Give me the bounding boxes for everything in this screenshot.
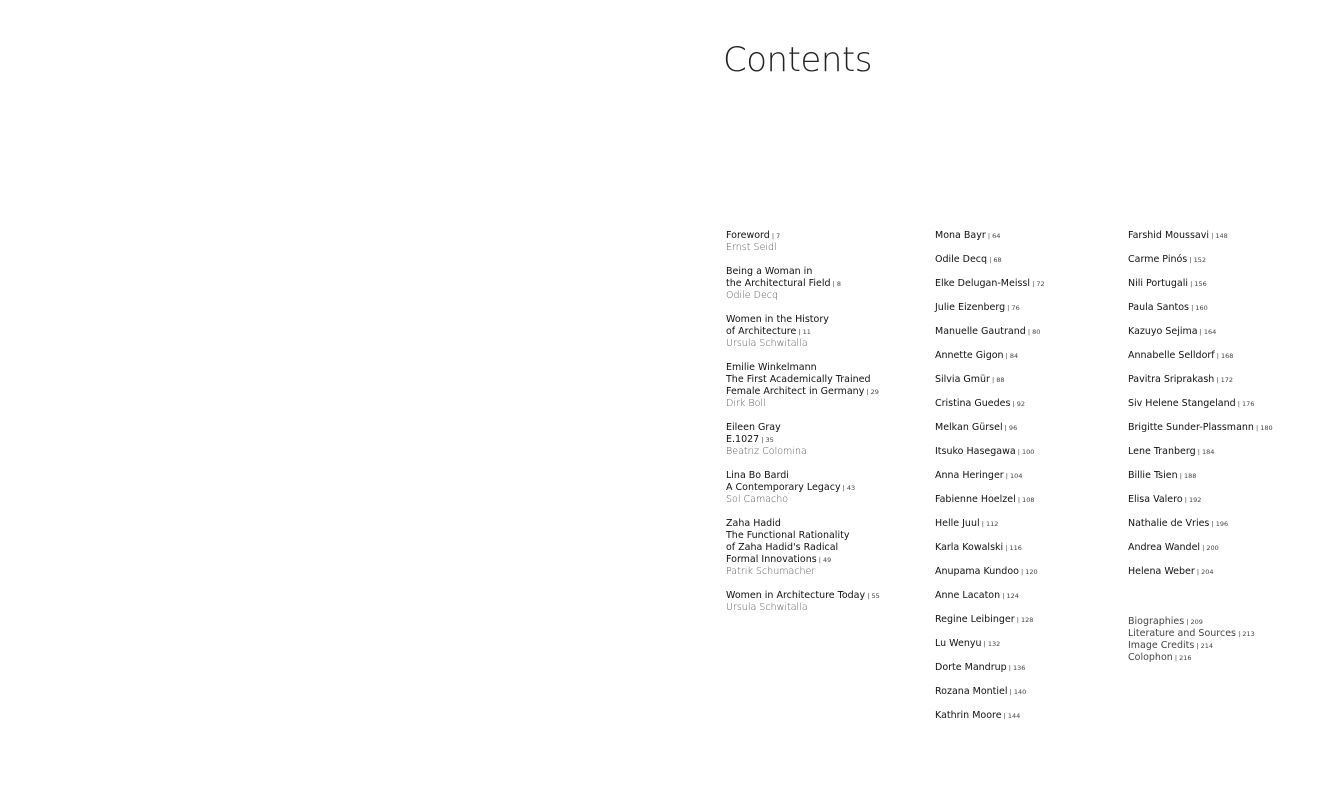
entry-author: Odile Decq xyxy=(726,290,779,301)
architect-name: Annette Gigon xyxy=(935,350,1004,361)
architect-entry[interactable] xyxy=(1128,254,1328,266)
entry-title: Eileen Gray xyxy=(726,422,781,433)
architect-name: Karla Kowalski xyxy=(935,542,1004,553)
architect-name: Nathalie de Vries xyxy=(1128,518,1210,529)
page-title: Contents xyxy=(723,40,872,80)
architect-entry[interactable] xyxy=(935,350,1115,362)
page-number: | 124 xyxy=(1000,592,1019,600)
entry-author: Patrik Schumacher xyxy=(726,566,816,577)
architect-entry[interactable] xyxy=(935,638,1115,650)
entry-title: Foreword xyxy=(726,230,770,241)
entry-title-line xyxy=(726,530,926,542)
entry-title-line xyxy=(726,422,926,434)
architect-name: Fabienne Hoelzel xyxy=(935,494,1016,505)
entry-title-line xyxy=(726,554,926,566)
architect-name: Billie Tsien xyxy=(1128,470,1178,481)
toc-entry[interactable] xyxy=(726,230,926,254)
architect-entry[interactable] xyxy=(935,518,1115,530)
page-number: | 214 xyxy=(1194,642,1214,650)
toc-entry[interactable] xyxy=(726,470,926,506)
architect-name: Melkan Gürsel xyxy=(935,422,1003,433)
architects-column-2 xyxy=(1128,230,1328,590)
page-number: | 180 xyxy=(1253,424,1273,432)
entry-author: Ursula Schwitalla xyxy=(726,338,808,349)
page-number: | 49 xyxy=(816,556,832,564)
page-number: | 152 xyxy=(1187,256,1206,264)
architect-name: Lene Tranberg xyxy=(1128,446,1196,457)
entry-title: Emilie Winkelmann xyxy=(726,362,817,373)
architect-name: Andrea Wandel xyxy=(1128,542,1201,553)
architect-entry[interactable] xyxy=(935,446,1115,458)
architect-entry[interactable] xyxy=(935,470,1115,482)
page-number: | 164 xyxy=(1197,328,1217,336)
page-number: | 116 xyxy=(1003,544,1022,552)
page-number: | 200 xyxy=(1200,544,1219,552)
architect-entry[interactable] xyxy=(1128,566,1328,578)
architect-name: Anne Lacaton xyxy=(935,590,1001,601)
back-matter-entry[interactable] xyxy=(1128,628,1255,640)
page-number: | 84 xyxy=(1003,352,1019,360)
architect-name: Mona Bayr xyxy=(935,230,986,241)
architect-name: Dorte Mandrup xyxy=(935,662,1007,673)
entry-title: Lina Bo Bardi xyxy=(726,470,789,481)
entry-title: of Architecture xyxy=(726,326,797,337)
entry-title: Being a Woman in xyxy=(726,266,813,277)
page-number: | 64 xyxy=(985,232,1001,240)
page-number: | 213 xyxy=(1236,630,1255,638)
entry-title-line xyxy=(726,542,926,554)
architect-entry[interactable] xyxy=(1128,230,1328,242)
architect-name: Lu Wenyu xyxy=(935,638,982,649)
architect-entry[interactable] xyxy=(1128,422,1328,434)
page-number: | 11 xyxy=(796,328,811,336)
toc-entry[interactable] xyxy=(726,518,926,578)
entry-title-line xyxy=(726,278,926,290)
architect-name: Siv Helene Stangeland xyxy=(1128,398,1236,409)
entry-title: Female Architect in Germany xyxy=(726,386,865,397)
architect-entry[interactable] xyxy=(935,230,1115,242)
entry-author: Sol Camacho xyxy=(726,494,789,505)
page-number: | 132 xyxy=(981,640,1001,648)
entry-title-line xyxy=(726,362,926,374)
toc-entry[interactable] xyxy=(726,362,926,410)
architect-entry[interactable] xyxy=(935,302,1115,314)
architect-entry[interactable] xyxy=(935,398,1115,410)
page-number: | 55 xyxy=(865,592,880,600)
entry-title-line xyxy=(726,590,926,602)
page-number: | 196 xyxy=(1209,520,1229,528)
architect-name: Kathrin Moore xyxy=(935,710,1002,721)
architect-entry[interactable] xyxy=(935,422,1115,434)
architect-name: Rozana Montiel xyxy=(935,686,1008,697)
page-number: | 76 xyxy=(1005,304,1020,312)
entry-title: Women in Architecture Today xyxy=(726,590,866,601)
architect-entry[interactable] xyxy=(935,278,1115,290)
architect-entry[interactable] xyxy=(1128,518,1328,530)
page-number: | 128 xyxy=(1014,616,1034,624)
toc-entry[interactable] xyxy=(726,266,926,302)
architect-entry[interactable] xyxy=(1128,494,1328,506)
entry-title-line xyxy=(726,374,926,386)
page-number: | 204 xyxy=(1194,568,1214,576)
entry-title-line xyxy=(726,314,926,326)
architect-entry[interactable] xyxy=(1128,326,1328,338)
page-number: | 72 xyxy=(1030,280,1045,288)
architect-entry[interactable] xyxy=(935,374,1115,386)
back-matter-title: Biographies xyxy=(1128,616,1185,627)
architect-name: Annabelle Selldorf xyxy=(1128,350,1215,361)
architect-name: Paula Santos xyxy=(1128,302,1189,313)
architect-entry[interactable] xyxy=(935,494,1115,506)
architect-name: Elisa Valero xyxy=(1128,494,1183,505)
page-number: | 100 xyxy=(1015,448,1035,456)
architect-entry[interactable] xyxy=(935,254,1115,266)
entry-title-line xyxy=(726,434,926,446)
entry-title: E.1027 xyxy=(726,434,760,445)
architect-name: Pavitra Sriprakash xyxy=(1128,374,1215,385)
page-number: | 35 xyxy=(759,436,774,444)
page-number: | 144 xyxy=(1001,712,1021,720)
page-number: | 80 xyxy=(1025,328,1041,336)
entry-title: of Zaha Hadid's Radical xyxy=(726,542,839,553)
essays-column xyxy=(726,230,926,626)
architect-entry[interactable] xyxy=(935,542,1115,554)
page-number: | 108 xyxy=(1015,496,1035,504)
entry-title: Zaha Hadid xyxy=(726,518,781,529)
architect-name: Cristina Guedes xyxy=(935,398,1011,409)
back-matter-title: Literature and Sources xyxy=(1128,628,1237,639)
page-number: | 140 xyxy=(1007,688,1027,696)
back-matter-list xyxy=(1128,616,1255,664)
page-number: | 148 xyxy=(1209,232,1228,240)
page-number: | 176 xyxy=(1235,400,1255,408)
architect-entry[interactable] xyxy=(1128,398,1328,410)
back-matter-entry[interactable] xyxy=(1128,616,1255,628)
architect-name: Farshid Moussavi xyxy=(1128,230,1209,241)
entry-title: the Architectural Field xyxy=(726,278,831,289)
page-number: | 168 xyxy=(1214,352,1234,360)
architect-entry[interactable] xyxy=(935,710,1115,722)
page-number: | 192 xyxy=(1182,496,1202,504)
toc-entry[interactable] xyxy=(726,422,926,458)
architect-name: Julie Eizenberg xyxy=(935,302,1006,313)
architect-name: Silvia Gmür xyxy=(935,374,990,385)
architect-name: Helle Juul xyxy=(935,518,980,529)
architect-name: Regine Leibinger xyxy=(935,614,1015,625)
page-number: | 156 xyxy=(1188,280,1207,288)
back-matter-entry[interactable] xyxy=(1128,652,1255,664)
page-number: | 160 xyxy=(1189,304,1208,312)
back-matter-title: Image Credits xyxy=(1128,640,1195,651)
architect-entry[interactable] xyxy=(1128,302,1328,314)
entry-title-line xyxy=(726,326,926,338)
architect-name: Brigitte Sunder-Plassmann xyxy=(1128,422,1254,433)
toc-entry[interactable] xyxy=(726,590,926,614)
architect-name: Odile Decq xyxy=(935,254,988,265)
page-number: | 43 xyxy=(840,484,856,492)
entry-title-line xyxy=(726,266,926,278)
architect-name: Nili Portugali xyxy=(1128,278,1189,289)
architect-name: Kazuyo Sejima xyxy=(1128,326,1198,337)
architect-name: Elke Delugan-Meissl xyxy=(935,278,1031,289)
page-number: | 104 xyxy=(1003,472,1023,480)
page-number: | 68 xyxy=(987,256,1002,264)
architect-entry[interactable] xyxy=(1128,350,1328,362)
back-matter-entry[interactable] xyxy=(1128,640,1255,652)
page-number: | 172 xyxy=(1214,376,1234,384)
entry-author: Ursula Schwitalla xyxy=(726,602,808,613)
entry-title: Women in the History xyxy=(726,314,829,325)
page-number: | 209 xyxy=(1184,618,1203,626)
entry-author: Beatriz Colomina xyxy=(726,446,807,457)
architect-name: Anna Heringer xyxy=(935,470,1004,481)
back-matter-title: Colophon xyxy=(1128,652,1173,663)
entry-title: Formal Innovations xyxy=(726,554,817,565)
architect-entry[interactable] xyxy=(1128,278,1328,290)
entry-title: The First Academically Trained xyxy=(726,374,871,385)
entry-title-line xyxy=(726,386,926,398)
architect-entry[interactable] xyxy=(935,590,1115,602)
page-number: | 88 xyxy=(989,376,1005,384)
architect-entry[interactable] xyxy=(1128,446,1328,458)
architect-name: Helena Weber xyxy=(1128,566,1195,577)
page-number: | 184 xyxy=(1195,448,1215,456)
architect-entry[interactable] xyxy=(935,662,1115,674)
toc-entry[interactable] xyxy=(726,314,926,350)
page-number: | 96 xyxy=(1002,424,1018,432)
architect-name: Carme Pinós xyxy=(1128,254,1188,265)
architects-column-1 xyxy=(935,230,1115,734)
entry-title: A Contemporary Legacy xyxy=(726,482,841,493)
page-number: | 216 xyxy=(1172,654,1192,662)
page-number: | 136 xyxy=(1006,664,1026,672)
architect-entry[interactable] xyxy=(935,326,1115,338)
architect-entry[interactable] xyxy=(1128,374,1328,386)
entry-title-line xyxy=(726,518,926,530)
architect-entry[interactable] xyxy=(1128,470,1328,482)
entry-title: The Functional Rationality xyxy=(726,530,850,541)
entry-title-line xyxy=(726,470,926,482)
page-number: | 92 xyxy=(1010,400,1025,408)
architect-name: Manuelle Gautrand xyxy=(935,326,1026,337)
page-number: | 188 xyxy=(1177,472,1197,480)
page-number: | 120 xyxy=(1018,568,1038,576)
architect-entry[interactable] xyxy=(935,614,1115,626)
architect-entry[interactable] xyxy=(1128,542,1328,554)
architect-entry[interactable] xyxy=(935,686,1115,698)
page-number: | 8 xyxy=(830,280,842,288)
entry-title-line xyxy=(726,230,926,242)
entry-title-line xyxy=(726,482,926,494)
architect-name: Itsuko Hasegawa xyxy=(935,446,1016,457)
page-number: | 29 xyxy=(864,388,879,396)
entry-author: Dirk Boll xyxy=(726,398,766,409)
entry-author: Ernst Seidl xyxy=(726,242,777,253)
page-number: | 112 xyxy=(979,520,999,528)
architect-name: Anupama Kundoo xyxy=(935,566,1019,577)
page-number: | 7 xyxy=(769,232,781,240)
architect-entry[interactable] xyxy=(935,566,1115,578)
